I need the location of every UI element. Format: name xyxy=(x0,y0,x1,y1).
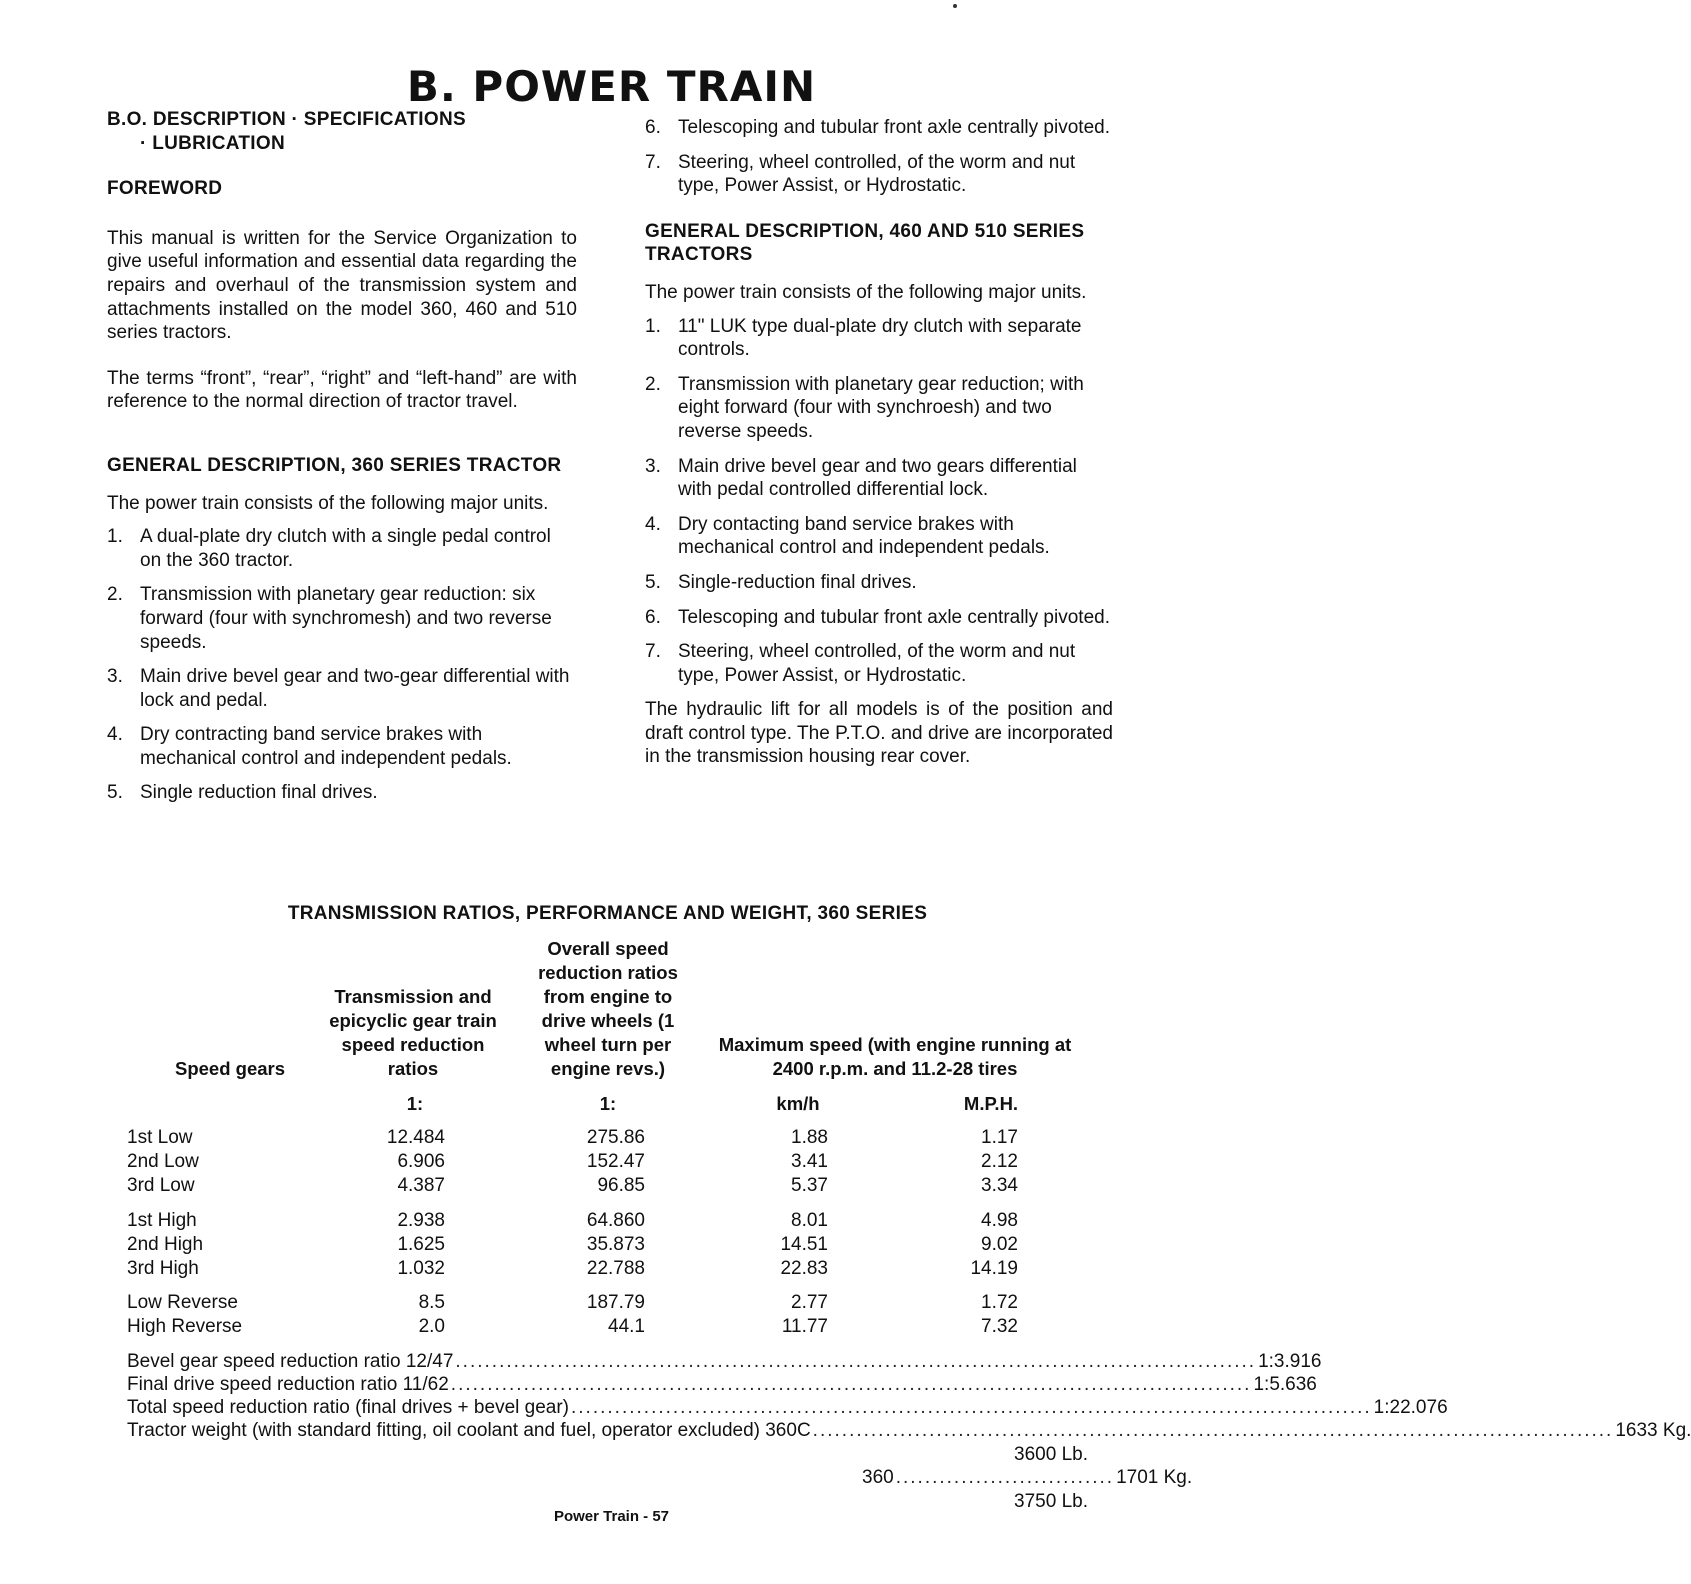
unit-trans: 1: xyxy=(406,1093,424,1114)
list-item: 1. 11" LUK type dual-plate dry clutch with separate controls. xyxy=(645,315,1082,361)
desc460-list xyxy=(645,315,1113,688)
desc460-closing: The hydraulic lift for all models is of the position and draft control type. The P.T.O. and drive are incorporated in the transmission housing rear cover. xyxy=(645,699,1113,768)
spec-bevel-ratio: Bevel gear speed reduction ratio 12/47 .............................................................................................................. 1:3.916 xyxy=(127,1351,1322,1372)
list-item: 2. Transmission with planetary gear reduction: six forward (four with synchromesh) and two reverse speeds. xyxy=(107,584,552,653)
list-item: 1. A dual-plate dry clutch with a single pedal control on the 360 tractor. xyxy=(107,526,551,571)
desc360-heading: GENERAL DESCRIPTION, 360 SERIES TRACTOR xyxy=(107,454,562,476)
spec-weight-360-lb: 3750 Lb. xyxy=(1014,1491,1088,1512)
spec-weight-360: 360 .............................. 1701 Kg. xyxy=(862,1467,1193,1488)
list-item: 4. Dry contacting band service brakes with mechanical control and independent pedals. xyxy=(645,513,1050,559)
list-item: 6. Telescoping and tubular front axle centrally pivoted. xyxy=(645,117,1110,138)
table-row: 3rd High 1.032 22.788 22.83 14.19 xyxy=(127,1258,1018,1279)
section-heading-line1: B.O. DESCRIPTION · SPECIFICATIONS xyxy=(107,109,466,130)
desc360-list-continued xyxy=(645,116,1113,198)
list-item: 6. Telescoping and tubular front axle centrally pivoted. xyxy=(645,606,1110,628)
header-transmission-ratios: Transmission and epicyclic gear train speed reduction ratios xyxy=(329,986,497,1079)
unit-overall: 1: xyxy=(599,1093,617,1114)
desc360-list xyxy=(107,525,577,805)
table-row: Low Reverse 8.5 187.79 2.77 1.72 xyxy=(127,1292,1018,1313)
list-item: 5. Single reduction final drives. xyxy=(107,782,378,804)
left-column xyxy=(107,108,577,816)
header-overall-ratios: Overall speed reduction ratios from engine to drive wheels (1 wheel turn per engine revs.) xyxy=(538,938,678,1079)
list-item: 5. Single-reduction final drives. xyxy=(645,571,917,593)
section-heading xyxy=(107,108,577,155)
table-row: 2nd Low 6.906 152.47 3.41 2.12 xyxy=(127,1151,1018,1172)
section-heading-line2: · LUBRICATION xyxy=(140,132,285,154)
table-row: 2nd High 1.625 35.873 14.51 9.02 xyxy=(127,1234,1018,1255)
desc460-intro: The power train consists of the following major units. xyxy=(645,281,1087,303)
list-item: 3. Main drive bevel gear and two-gear differential with lock and pedal. xyxy=(107,666,570,711)
desc360-intro: The power train consists of the following major units. xyxy=(107,492,549,514)
right-column xyxy=(645,108,1113,769)
table-row: High Reverse 2.0 44.1 11.77 7.32 xyxy=(127,1316,1018,1337)
header-speed-gears: Speed gears xyxy=(174,1058,286,1079)
scan-speck xyxy=(953,4,957,8)
spec-total-ratio: Total speed reduction ratio (final drives + bevel gear) .............................................................................................................. 1:22.076 xyxy=(127,1397,1448,1418)
unit-mph: M.P.H. xyxy=(963,1093,1019,1114)
table-title: TRANSMISSION RATIOS, PERFORMANCE AND WEIGHT, 360 SERIES xyxy=(287,903,928,924)
list-item: 2. Transmission with planetary gear reduction; with eight forward (four with synchroesh) and two reverse speeds. xyxy=(645,373,1084,442)
list-item: 7. Steering, wheel controlled, of the worm and nut type, Power Assist, or Hydrostatic. xyxy=(645,641,1076,686)
header-max-speed: Maximum speed (with engine running at 2400 r.p.m. and 11.2-28 tires xyxy=(718,1034,1072,1079)
list-item: 7. Steering, wheel controlled, of the worm and nut type, Power Assist, or Hydrostatic. xyxy=(645,151,1076,197)
foreword-paragraph-1: This manual is written for the Service Organization to give useful information and essential data regarding the repairs and overhaul of the transmission system and attachments installed on the model 360, 460 and 510 series tractors. xyxy=(107,227,577,344)
foreword-paragraph-2: The terms “front”, “rear”, “right” and “left-hand” are with reference to the normal direction of tractor travel. xyxy=(107,367,577,413)
foreword-heading: FOREWORD xyxy=(107,178,223,200)
page-title: B. POWER TRAIN xyxy=(406,62,817,111)
list-item: 3. Main drive bevel gear and two gears differential with pedal controlled differential lock. xyxy=(645,455,1077,501)
table-row: 1st High 2.938 64.860 8.01 4.98 xyxy=(127,1210,1018,1231)
spec-final-drive-ratio: Final drive speed reduction ratio 11/62 .............................................................................................................. 1:5.636 xyxy=(127,1374,1317,1395)
spec-weight-360c-lb: 3600 Lb. xyxy=(1014,1444,1088,1465)
desc460-heading: GENERAL DESCRIPTION, 460 AND 510 SERIES TRACTORS xyxy=(645,220,1085,266)
table-row: 1st Low 12.484 275.86 1.88 1.17 xyxy=(127,1127,1018,1148)
page-footer: Power Train - 57 xyxy=(553,1508,670,1525)
spec-weight-360c: Tractor weight (with standard fitting, oil coolant and fuel, operator excluded) 360C .............................................................................................................. 1633 Kg. xyxy=(127,1420,1691,1441)
unit-kmh: km/h xyxy=(776,1093,820,1114)
table-row: 3rd Low 4.387 96.85 5.37 3.34 xyxy=(127,1175,1018,1196)
list-item: 4. Dry contracting band service brakes with mechanical control and independent pedals. xyxy=(107,724,512,769)
